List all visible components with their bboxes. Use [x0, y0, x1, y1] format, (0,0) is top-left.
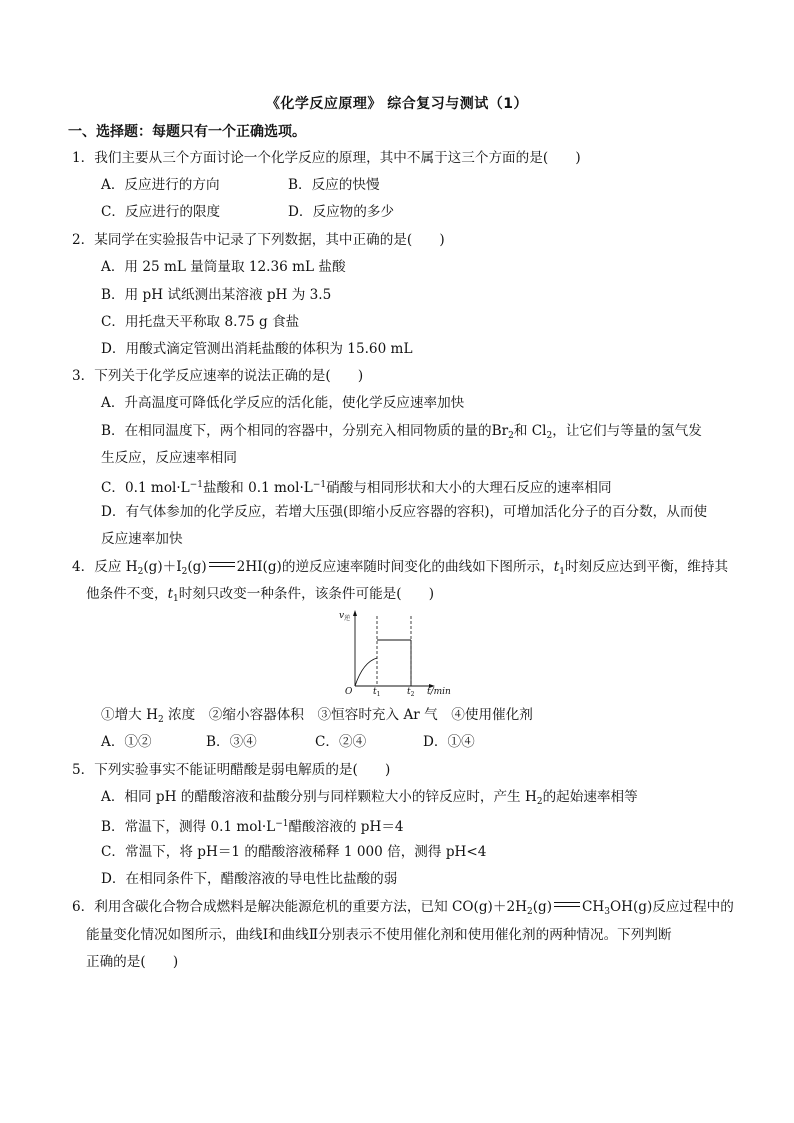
q4-option-b: B．③④ [206, 734, 257, 750]
q2-option-d: D．用酸式滴定管测出消耗盐酸的体积为 15.60 mL [101, 341, 413, 357]
page-title: 《化学反应原理》 综合复习与测试（1） [265, 96, 529, 112]
q3-option-b-line2: 生反应，反应速率相同 [101, 450, 237, 466]
q6-stem-line2: 能量变化情况如图所示，曲线Ⅰ和曲线Ⅱ分别表示不使用催化剂和使用催化剂的两种情况。下列判断 [86, 927, 672, 943]
y-axis-arrow-icon [353, 610, 357, 616]
reverse-rate-graph [335, 606, 460, 698]
q2-option-b: B．用 pH 试纸测出某溶液 pH 为 3.5 [101, 287, 332, 303]
graph-t1-label: $t_1$ [373, 687, 381, 698]
equilibrium-arrow-icon [554, 901, 580, 909]
equilibrium-arrow-icon [209, 561, 235, 569]
q6-stem-line3: 正确的是( ) [86, 954, 179, 970]
q1-option-b: B．反应的快慢 [288, 177, 380, 193]
q1-option-c: C．反应进行的限度 [101, 204, 221, 220]
q5-option-b: B．常温下，测得 0.1 $mol\cdot L^{-1}$醋酸溶液的 pH＝4 [101, 819, 404, 835]
q3-option-d-line2: 反应速率加快 [101, 531, 183, 547]
q5-option-d: D．在相同条件下，醋酸溶液的导电性比盐酸的弱 [101, 871, 398, 887]
q3-option-a: A．升高温度可降低化学反应的活化能，使化学反应速率加快 [101, 395, 465, 411]
q4-stem-line2: 他条件不变，$t_1$时刻只改变一种条件，该条件可能是( ) [86, 586, 435, 604]
graph-x-label: t/min [427, 687, 451, 697]
q3-option-c: C．0.1 $mol\cdot L^{-1}$盐酸和 0.1 $mol\cdot L^{-1}$硝酸与相同形状和大小的大理石反应的速率相同 [101, 480, 612, 496]
q1-option-d: D．反应物的多少 [288, 204, 395, 220]
q1-option-a: A．反应进行的方向 [101, 177, 220, 193]
q2-option-c: C．用托盘天平称取 8.75 g 食盐 [101, 314, 300, 330]
q3-option-b-line1: B．在相同温度下，两个相同的容器中，分别充入相同物质的量的$Br_2$和 $Cl_2$，让它们与等量的氢气发 [101, 423, 702, 441]
q1-stem: 1．我们主要从三个方面讨论一个化学反应的原理，其中不属于这三个方面的是( ) [72, 150, 581, 166]
q4-option-d: D．①④ [423, 734, 475, 750]
section-heading: 一、选择题：每题只有一个正确选项。 [68, 124, 306, 140]
q2-stem: 2．某同学在实验报告中记录了下列数据，其中正确的是( ) [72, 232, 445, 248]
graph-origin-label: O [345, 687, 353, 697]
q4-option-a: A．①② [101, 734, 152, 750]
q2-option-a: A．用 25 mL 量筒量取 12.36 mL 盐酸 [101, 259, 346, 275]
q4-conditions: ①增大 $H_2$ 浓度 ②缩小容器体积 ③恒容时充入 Ar 气 ④使用催化剂 [101, 707, 533, 725]
q6-stem-line1: 6．利用含碳化合物合成燃料是解决能源危机的重要方法，已知 $CO(g)+2H_2(g)$ $CH_3OH(g)$反应过程中的 [72, 899, 734, 917]
q4-stem-line1: 4．反应 $H_2(g)+I_2(g)$ 2HI(g)的逆反应速率随时间变化的曲线如下图所示，$t_1$时刻反应达到平衡，维持其 [72, 559, 729, 577]
q3-stem: 3．下列关于化学反应速率的说法正确的是( ) [72, 368, 364, 384]
q4-option-c: C．②④ [315, 734, 367, 750]
q5-option-c: C．常温下，将 pH＝1 的醋酸溶液稀释 1 000 倍，测得 pH<4 [101, 844, 487, 860]
graph-curve-rise [355, 658, 377, 686]
q5-option-a: A．相同 pH 的醋酸溶液和盐酸分别与同样颗粒大小的锌反应时，产生 $H_2$的起始速率相等 [101, 789, 638, 807]
q5-stem: 5．下列实验事实不能证明醋酸是弱电解质的是( ) [72, 762, 391, 778]
graph-y-label: $v_逆$ [339, 611, 351, 622]
graph-t2-label: $t_2$ [407, 687, 415, 698]
q3-option-d-line1: D．有气体参加的化学反应，若增大压强(即缩小反应容器的容积)，可增加活化分子的百分数，从而使 [101, 504, 708, 520]
